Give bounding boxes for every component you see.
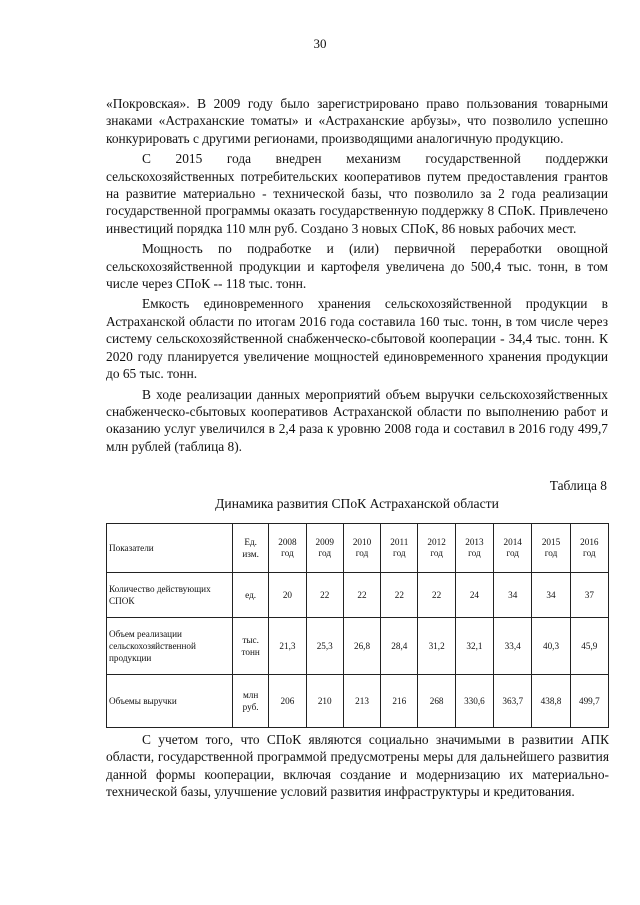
table-cell: 25,3: [306, 618, 343, 675]
table-cell: 40,3: [532, 618, 570, 675]
table-cell: 268: [418, 675, 455, 728]
table-cell: 22: [343, 573, 380, 618]
page-number: 30: [313, 36, 327, 51]
header-year: 2015 год: [532, 524, 570, 573]
header-year: 2014 год: [494, 524, 532, 573]
table-cell: 22: [418, 573, 455, 618]
header-year: 2010 год: [343, 524, 380, 573]
header-year: 2008 год: [269, 524, 306, 573]
table-cell: 438,8: [532, 675, 570, 728]
table-cell: 24: [455, 573, 493, 618]
header-unit: Ед. изм.: [233, 524, 269, 573]
table-cell: 28,4: [381, 618, 418, 675]
table-cell: 33,4: [494, 618, 532, 675]
table-cell: 206: [269, 675, 306, 728]
header-indicators: Показатели: [107, 524, 233, 573]
header-year: 2009 год: [306, 524, 343, 573]
header-year: 2011 год: [381, 524, 418, 573]
table-cell: 32,1: [455, 618, 493, 675]
data-table: [106, 523, 609, 728]
paragraph: В ходе реализации данных мероприятий объем выручки сельскохозяйственных снабженческо-сбытовых кооперативов Астраханской области по выполнению работ и оказанию услуг увеличился в 2,4 раза к уровню 2008 года и составил в 2016 году 499,7 млн рублей (таблица 8).: [106, 386, 608, 454]
table-cell: 330,6: [455, 675, 493, 728]
row-name: Количество действующих СПОК: [107, 573, 233, 618]
table-cell: 34: [532, 573, 570, 618]
table-cell: 22: [306, 573, 343, 618]
table-cell: 34: [494, 573, 532, 618]
table-cell: 26,8: [343, 618, 380, 675]
table-header-row: [107, 524, 609, 573]
paragraph: «Покровская». В 2009 году было зарегистрировано право пользования товарными знаками «Астраханские томаты» и «Астраханские арбузы», что позволило успешно конкурировать с другими регионами, производящими аналогичную продукцию.: [106, 96, 608, 146]
table-row: [107, 573, 609, 618]
paragraph: С учетом того, что СПоК являются социально значимыми в развитии АПК области, государственной программой предусмотрены меры для дальнейшего развития данной формы кооперации, включая создание и модернизацию их материально-технической базы, улучшение условий развития инфраструктуры и кредитования.: [106, 732, 609, 800]
row-unit: млн руб.: [233, 675, 269, 728]
table-cell: 22: [381, 573, 418, 618]
table-cell: 499,7: [570, 675, 608, 728]
table-cell: 45,9: [570, 618, 608, 675]
header-year: 2016 год: [570, 524, 608, 573]
table-title: Динамика развития СПоК Астраханской области: [215, 496, 499, 511]
row-unit: ед.: [233, 573, 269, 618]
row-name: Объемы выручки: [107, 675, 233, 728]
table-row: [107, 618, 609, 675]
table-cell: 363,7: [494, 675, 532, 728]
header-year: 2012 год: [418, 524, 455, 573]
table-row: [107, 675, 609, 728]
paragraph: Емкость единовременного хранения сельскохозяйственной продукции в Астраханской области по итогам 2016 года составила 160 тыс. тонн, в том числе через систему сельскохозяйственной снабженческо-сбытовой кооперации - 34,4 тыс. тонн. К 2020 году планируется увеличение мощностей единовременного хранения продукции до 65 тыс. тонн.: [106, 296, 608, 382]
header-year: 2013 год: [455, 524, 493, 573]
table-cell: 37: [570, 573, 608, 618]
paragraph: С 2015 года внедрен механизм государственной поддержки сельскохозяйственных потребительских кооперативов путем предоставления грантов на развитие материально - технической базы, что позволило за 2 года реализации государственной программы оказать государственную поддержку 8 СПоК. Привлечено инвестиций порядка 110 млн руб. Создано 3 новых СПоК, 86 новых рабочих мест.: [106, 151, 608, 236]
table-cell: 213: [343, 675, 380, 728]
table-label: Таблица 8: [549, 478, 607, 493]
row-name: Объем реализации сельскохозяйственной продукции: [107, 618, 233, 675]
closing-text: [106, 731, 609, 801]
row-unit: тыс. тонн: [233, 618, 269, 675]
table-cell: 31,2: [418, 618, 455, 675]
table-cell: 210: [306, 675, 343, 728]
table-cell: 216: [381, 675, 418, 728]
table-cell: 21,3: [269, 618, 306, 675]
paragraph: Мощность по подработке и (или) первичной переработки овощной сельскохозяйственной продукции и картофеля увеличена до 500,4 тыс. тонн, в том числе через СПоК -- 118 тыс. тонн.: [106, 241, 608, 292]
table-cell: 20: [269, 573, 306, 618]
body-text: [106, 95, 608, 458]
